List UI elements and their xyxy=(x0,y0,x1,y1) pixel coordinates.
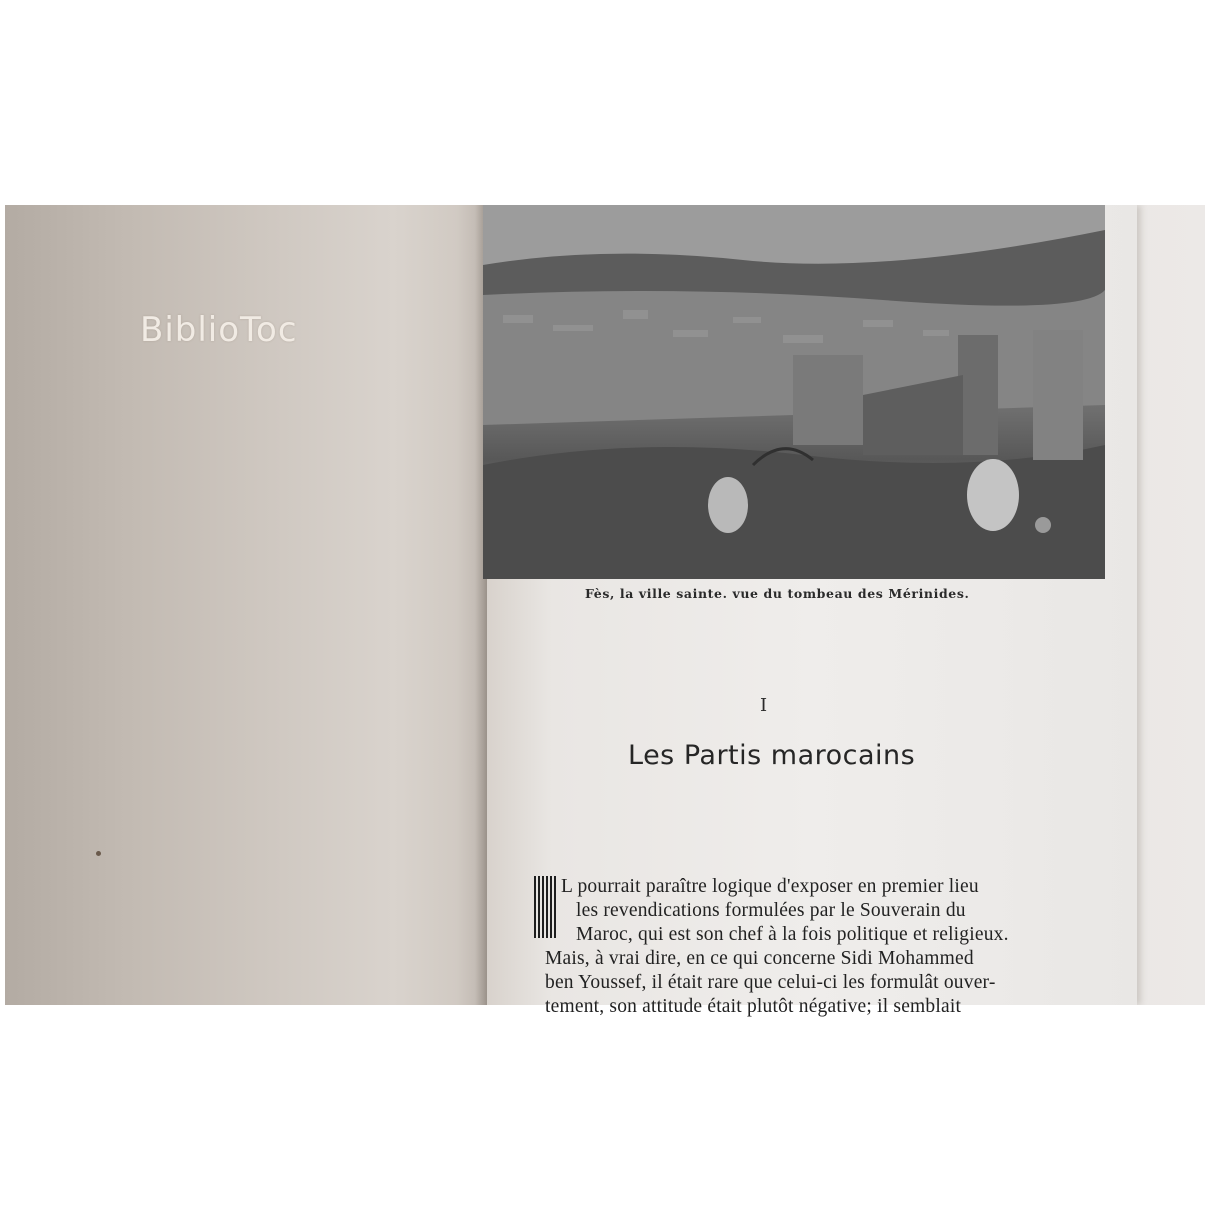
plate-photograph xyxy=(483,205,1105,579)
body-line: ben Youssef, il était rare que celui-ci les formulât ouver- xyxy=(545,972,996,993)
watermark: BiblioToc xyxy=(140,310,298,350)
body-line: L pourrait paraître logique d'exposer en premier lieu xyxy=(561,876,979,897)
body-line: tement, son attitude était plutôt négative; il semblait xyxy=(545,996,962,1017)
drop-cap-ornament xyxy=(534,876,556,938)
left-page xyxy=(5,205,491,1005)
paper-speck xyxy=(96,851,101,856)
landscape-illustration xyxy=(483,205,1105,579)
body-line: Mais, à vrai dire, en ce qui concerne Sidi Mohammed xyxy=(545,948,974,969)
body-line: les revendications formulées par le Souverain du xyxy=(576,900,966,921)
chapter-number: I xyxy=(760,695,768,716)
plate-caption: Fès, la ville sainte. vue du tombeau des Mérinides. xyxy=(585,586,970,601)
body-line: Maroc, qui est son chef à la fois politique et religieux. xyxy=(576,924,1009,945)
chapter-title: Les Partis marocains xyxy=(628,740,916,771)
